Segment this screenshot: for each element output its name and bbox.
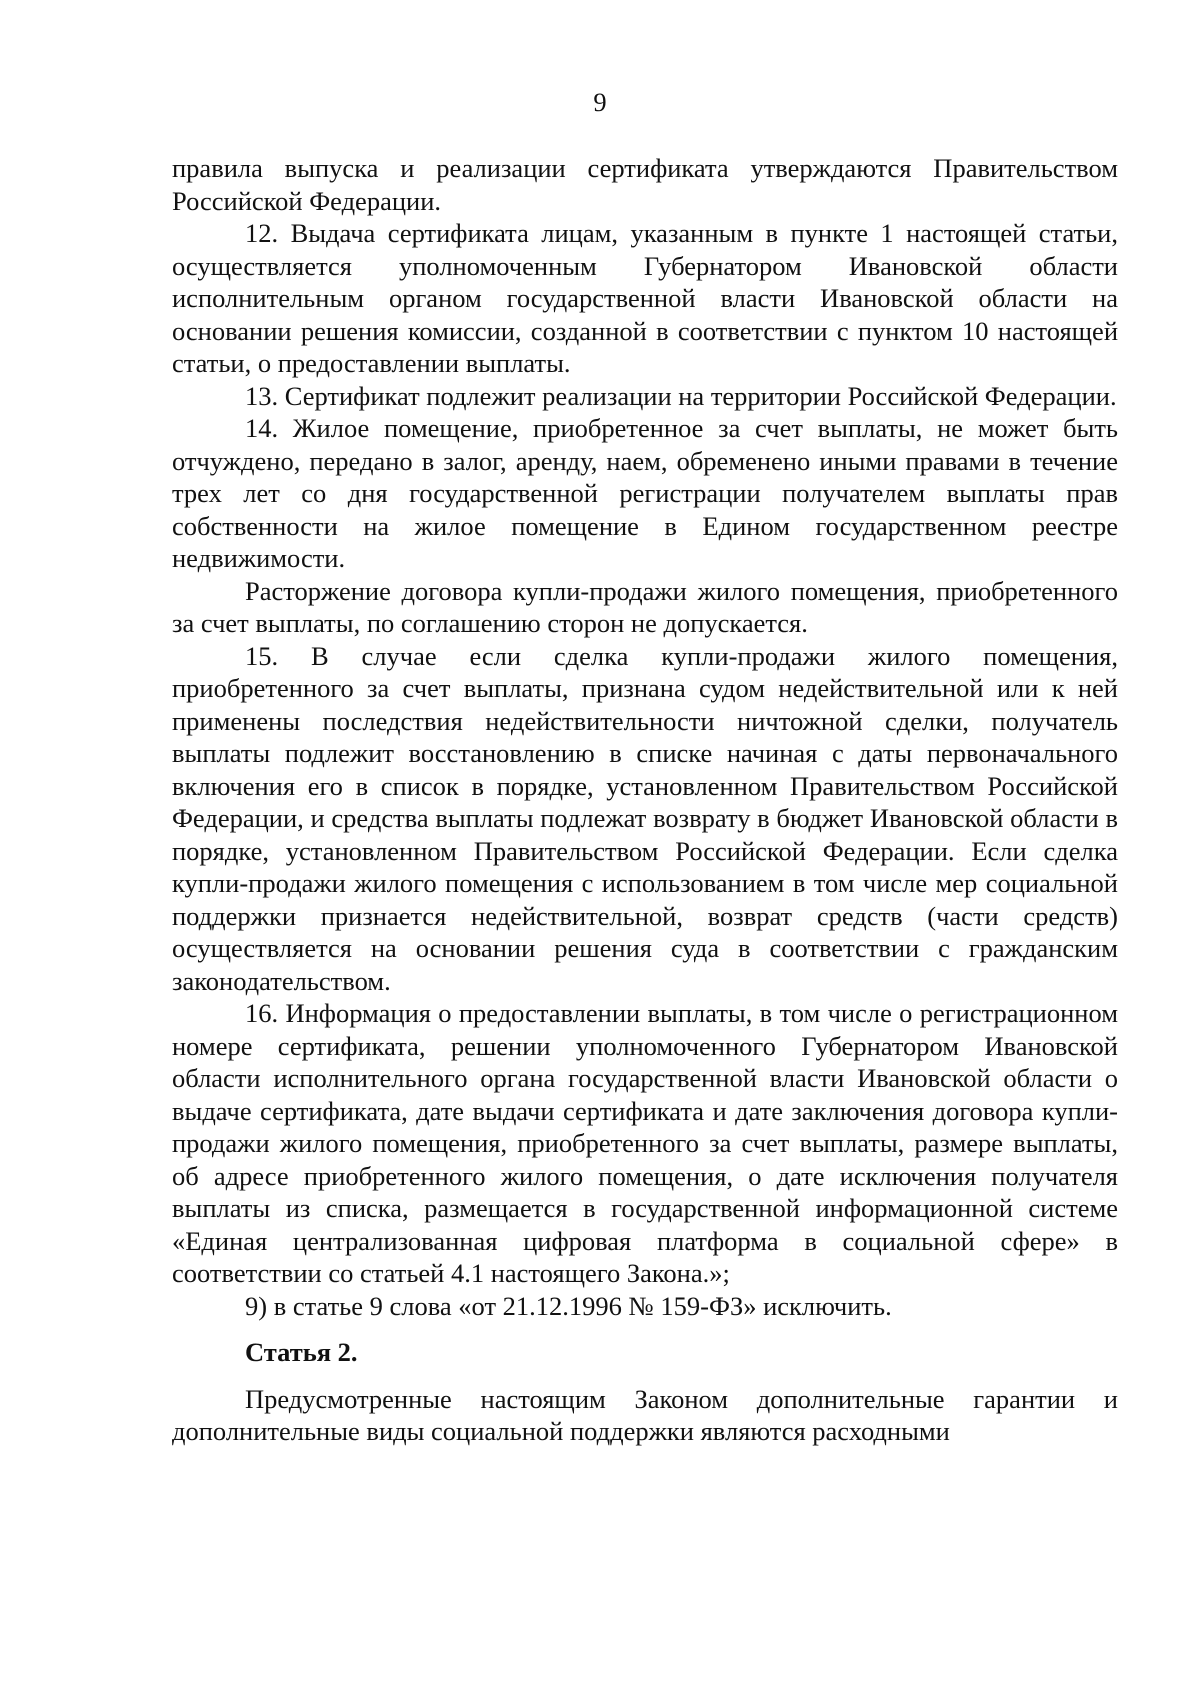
paragraph-continuation: правила выпуска и реализации сертификата утверждаются Правительством Российской Федерации.: [172, 153, 1118, 216]
paragraph-item-15: 15. В случае если сделка купли-продажи жилого помещения, приобретенного за счет выплаты, признана судом недействительной или к ней применены последствия недействительности ничтожной сделки, получатель выплаты подлежит восстановлению в списке начиная с даты первоначального включения его в список в порядке, установленном Правительством Российской Федерации, и средства выплаты подлежат возврату в бюджет Ивановской области в порядке, установленном Правительством Российской Федерации. Если сделка купли-продажи жилого помещения с использованием в том числе мер социальной поддержки признается недействительной, возврат средств (части средств) осуществляется на основании решения суда в соответствии с гражданским законодательством.: [172, 640, 1118, 996]
paragraph-item-14-termination: Расторжение договора купли-продажи жилого помещения, приобретенного за счет выплаты, по соглашению сторон не допускается.: [172, 575, 1118, 638]
paragraph-amendment-9: 9) в статье 9 слова «от 21.12.1996 № 159-ФЗ» исключить.: [245, 1290, 892, 1321]
paragraph-item-14: 14. Жилое помещение, приобретенное за счет выплаты, не может быть отчуждено, передано в залог, аренду, наем, обременено иными правами в течение трех лет со дня государственной регистрации получателем выплаты прав собственности на жилое помещение в Едином государственном реестре недвижимости.: [172, 413, 1118, 573]
paragraph-item-12: 12. Выдача сертификата лицам, указанным в пункте 1 настоящей статьи, осуществляется уполномоченным Губернатором Ивановской области исполнительным органом государственной власти Ивановской области на основании решения комиссии, созданной в соответствии с пунктом 10 настоящей статьи, о предоставлении выплаты.: [172, 218, 1118, 378]
document-body: [172, 152, 1118, 1448]
paragraph-article-2: Предусмотренные настоящим Законом дополнительные гарантии и дополнительные виды социальной поддержки являются расходными: [172, 1383, 1118, 1446]
paragraph-item-16: 16. Информация о предоставлении выплаты, в том числе о регистрационном номере сертификата, решении уполномоченного Губернатором Ивановской области исполнительного органа государственной власти Ивановской области о выдаче сертификата, дате выдачи сертификата и дате заключения договора купли-продажи жилого помещения, приобретенного за счет выплаты, размере выплаты, об адресе приобретенного жилого помещения, о дате исключения получателя выплаты из списка, размещается в государственной информационной системе «Единая централизованная цифровая платформа в социальной сфере» в соответствии со статьей 4.1 настоящего Закона.»;: [172, 998, 1118, 1288]
page-number: 9: [593, 87, 607, 117]
paragraph-item-13: 13. Сертификат подлежит реализации на территории Российской Федерации.: [245, 380, 1117, 411]
article-heading: Статья 2.: [245, 1337, 358, 1367]
